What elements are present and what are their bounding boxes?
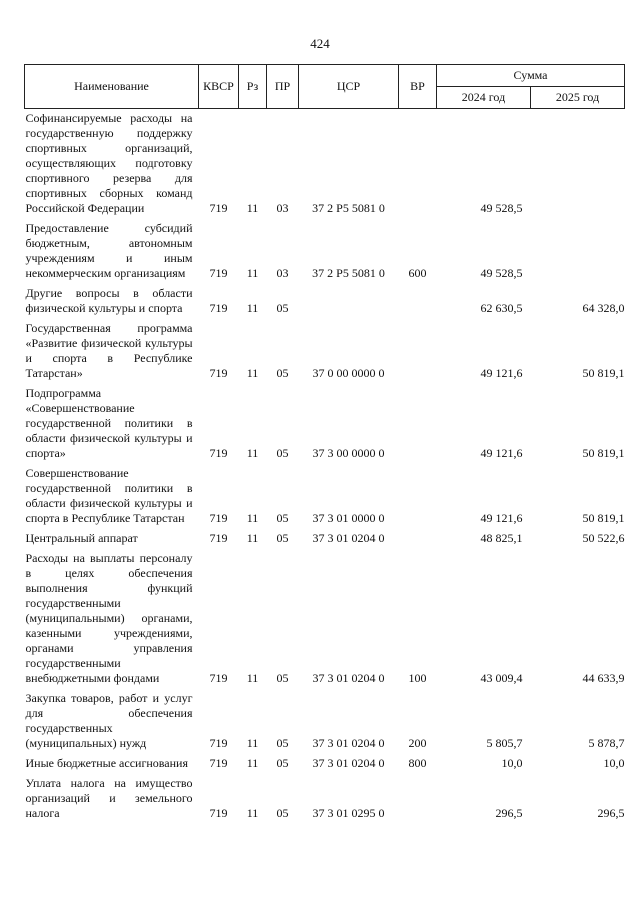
row-rz: 11	[246, 806, 259, 820]
row-rz: 11	[246, 201, 259, 215]
header-year-2025: 2025 год	[531, 87, 625, 109]
row-name: Иные бюджетные ассигнования	[25, 756, 188, 770]
row-amount-2025: 5 878,7	[588, 736, 625, 750]
row-vr	[399, 466, 437, 531]
row-name: Другие вопросы в области физической культуры и спорта	[25, 286, 193, 315]
row-csr: 37 0 00 0000 0	[312, 366, 385, 380]
row-name: Предоставление субсидий бюджетным, автономным учреждениям и иным некоммерческим организациям	[25, 221, 193, 280]
row-kvsr: 719	[209, 301, 228, 315]
table-header	[25, 65, 625, 109]
table-row	[25, 776, 625, 826]
row-kvsr: 719	[209, 531, 228, 545]
header-rz: Рз	[239, 65, 267, 109]
table-row	[25, 321, 625, 386]
table-row	[25, 756, 625, 776]
row-amount-2025: 50 819,1	[582, 446, 625, 460]
row-csr: 37 3 01 0295 0	[312, 806, 385, 820]
row-csr: 37 3 01 0204 0	[312, 671, 385, 685]
row-amount-2024: 49 121,6	[480, 446, 523, 460]
row-rz: 11	[246, 446, 259, 460]
row-amount-2025	[531, 109, 625, 222]
row-pr: 05	[276, 511, 289, 525]
row-csr: 37 2 P5 5081 0	[312, 266, 385, 280]
page-number: 424	[310, 36, 330, 51]
row-pr: 05	[276, 531, 289, 545]
row-rz: 11	[246, 511, 259, 525]
row-csr: 37 3 01 0204 0	[312, 531, 385, 545]
row-vr	[399, 531, 437, 551]
header-kvsr: КВСР	[199, 65, 239, 109]
row-vr	[399, 386, 437, 466]
row-kvsr: 719	[209, 266, 228, 280]
header-sum: Сумма	[437, 65, 625, 87]
table-row	[25, 286, 625, 321]
row-pr: 05	[276, 366, 289, 380]
row-amount-2024: 49 121,6	[480, 511, 523, 525]
header-csr: ЦСР	[299, 65, 399, 109]
table-row	[25, 691, 625, 756]
row-amount-2025	[531, 221, 625, 286]
table-row	[25, 466, 625, 531]
row-name: Закупка товаров, работ и услуг для обеспечения государственных (муниципальных) нужд	[25, 691, 193, 750]
row-amount-2024: 49 121,6	[480, 366, 523, 380]
row-kvsr: 719	[209, 736, 228, 750]
row-name: Центральный аппарат	[25, 531, 138, 545]
row-name: Расходы на выплаты персоналу в целях обеспечения выполнения функций государственными (муниципальными) органами, казенными учреждениями, органами управления государственными внебюджетными фондами	[25, 551, 193, 685]
row-pr: 05	[276, 446, 289, 460]
row-rz: 11	[246, 736, 259, 750]
row-name: Подпрограмма «Совершенствование государственной политики в области физической культуры и спорта»	[25, 386, 193, 460]
row-amount-2025: 50 522,6	[582, 531, 625, 545]
row-amount-2024: 5 805,7	[486, 736, 523, 750]
row-rz: 11	[246, 756, 259, 770]
row-amount-2024: 62 630,5	[480, 301, 523, 315]
table-row	[25, 109, 625, 222]
row-amount-2024: 10,0	[501, 756, 523, 770]
row-pr: 05	[276, 736, 289, 750]
row-amount-2025: 296,5	[597, 806, 625, 820]
row-kvsr: 719	[209, 446, 228, 460]
row-kvsr: 719	[209, 756, 228, 770]
row-pr: 03	[276, 266, 289, 280]
table-body	[25, 109, 625, 827]
row-amount-2025: 64 328,0	[582, 301, 625, 315]
table-row	[25, 221, 625, 286]
header-year-2024: 2024 год	[437, 87, 531, 109]
row-vr: 200	[408, 736, 427, 750]
row-vr	[399, 321, 437, 386]
row-rz: 11	[246, 301, 259, 315]
row-kvsr: 719	[209, 366, 228, 380]
row-rz: 11	[246, 366, 259, 380]
header-vr: ВР	[399, 65, 437, 109]
row-kvsr: 719	[209, 511, 228, 525]
row-vr	[399, 109, 437, 222]
row-name: Совершенствование государственной политики в области физической культуры и спорта в Республике Татарстан	[25, 466, 193, 525]
row-csr: 37 2 P5 5081 0	[312, 201, 385, 215]
row-kvsr: 719	[209, 671, 228, 685]
row-amount-2025: 50 819,1	[582, 366, 625, 380]
row-csr: 37 3 00 0000 0	[312, 446, 385, 460]
row-csr: 37 3 01 0000 0	[312, 511, 385, 525]
row-csr: 37 3 01 0204 0	[312, 736, 385, 750]
budget-table	[24, 64, 625, 826]
row-amount-2025: 50 819,1	[582, 511, 625, 525]
row-vr: 800	[408, 756, 427, 770]
row-rz: 11	[246, 671, 259, 685]
row-pr: 05	[276, 756, 289, 770]
row-amount-2024: 48 825,1	[480, 531, 523, 545]
row-vr: 100	[408, 671, 427, 685]
row-vr	[399, 286, 437, 321]
header-pr: ПР	[267, 65, 299, 109]
row-rz: 11	[246, 266, 259, 280]
row-amount-2024: 43 009,4	[480, 671, 523, 685]
row-rz: 11	[246, 531, 259, 545]
row-kvsr: 719	[209, 806, 228, 820]
row-amount-2025: 10,0	[603, 756, 625, 770]
row-pr: 03	[276, 201, 289, 215]
row-amount-2024: 49 528,5	[480, 266, 523, 280]
row-kvsr: 719	[209, 201, 228, 215]
row-vr	[399, 776, 437, 826]
table-row	[25, 386, 625, 466]
row-pr: 05	[276, 671, 289, 685]
row-amount-2024: 49 528,5	[480, 201, 523, 215]
row-csr	[299, 286, 399, 321]
row-csr: 37 3 01 0204 0	[312, 756, 385, 770]
table-row	[25, 531, 625, 551]
row-amount-2025: 44 633,9	[582, 671, 625, 685]
row-name: Уплата налога на имущество организаций и земельного налога	[25, 776, 193, 820]
table-row	[25, 551, 625, 691]
row-pr: 05	[276, 301, 289, 315]
row-name: Софинансируемые расходы на государственную поддержку спортивных организаций, осуществляющих подготовку спортивного резерва для спортивных сборных команд Российской Федерации	[25, 111, 193, 215]
row-amount-2024: 296,5	[495, 806, 523, 820]
row-vr: 600	[408, 266, 427, 280]
header-name: Наименование	[25, 65, 199, 109]
row-pr: 05	[276, 806, 289, 820]
row-name: Государственная программа «Развитие физической культуры и спорта в Республике Татарстан»	[25, 321, 193, 380]
